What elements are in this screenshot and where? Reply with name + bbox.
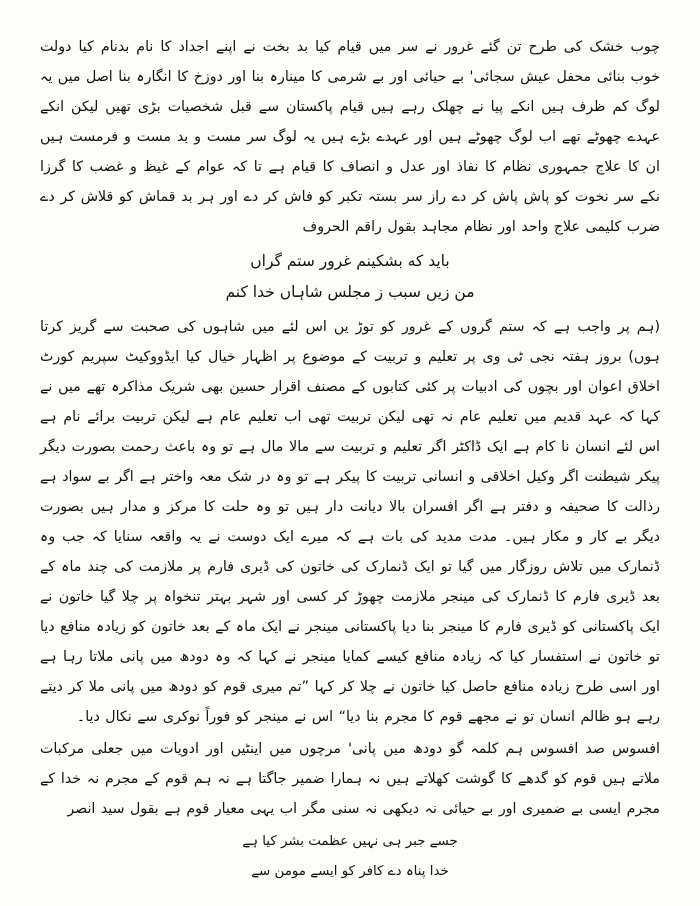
closing-couplet-line-2: خدا پناہ دے کافر کو ایسے مومن سے bbox=[251, 864, 449, 879]
couplet-line-1: باید که بشکینم غرور ستم گراں bbox=[250, 252, 450, 270]
document-text-body bbox=[40, 32, 660, 889]
couplet-block-closing bbox=[40, 827, 660, 887]
paragraph-2: (ہم پر واجب ہے کہ ستم گروں کے غرور کو توڑ یں اس لئے میں شاہوں کی صحبت سے گریز کرتا ہوں) بروز ہفتہ نجی ٹی وی پر تعلیم و تربیت کے موضوع پر اظہار خیال کیا ایڈووکیٹ سپریم کورٹ اخلاق اعوان اور بچوں کی ادبیات پر کئی کتابوں کے مصنف اقرار حسین بھی شریک مذاکرہ تھے میں نے کہا کہ عہد قدیم میں تعلیم عام نہ تھی لیکن تربیت تھی اب تعلیم عام ہے لیکن تربیت برائے نام ہے اس لئے انسان نا کام ہے ایک ڈاکٹر اگر تعلیم و تربیت سے مالا مال ہے تو وہ باعث رحمت بصورت دیگر پیکر شیطنت اگر وکیل اخلاقی و انسانی تربیت کا پیکر ہے تو وہ در شک معہ واختر ہے اگر بے سواد ہے رذالت کا صحیفہ و دفتر ہے اگر افسران بالا دیانت دار ہیں تو وہ حلت کا مرکز و مدار ہیں بصورت دیگر بے کار و مکار ہیں۔ مدت مدید کی بات ہے کہ میرے ایک دوست نے یہ واقعہ سنایا کہ جب وہ ڈنمارک میں تلاش روزگار میں گیا تو ایک ڈنمارک کی خاتون کی ڈیری فارم پر ملازمت کی چند ماہ کے بعد ڈیری فارم کا ڈنمارک کی مینجر ملازمت چھوڑ کر کسی اور شہر بہتر تنخواہ پر چلا گیا خاتون نے ایک پاکستانی کو ڈیری فارم کا مینجر بنا دیا پاکستانی مینجر نے ایک ماہ کے بعد خاتون کو زیادہ منافع دیا تو خاتون نے استفسار کیا کہ زیادہ منافع کیسے کمایا مینجر نے کہا کہ وہ دودھ میں پانی ملاتا رہا ہے اور اسی طرح زیادہ منافع حاصل کیا خاتون نے چلا کر کہا ”تم میری قوم کو دودھ میں پانی ملا کر دیتے رہے ہو ظالم انسان تو نے مجھے قوم کا مجرم بنا دیا“ اس نے مینجر کو فوراً نوکری سے نکال دیا۔ bbox=[40, 319, 660, 725]
couplet-block-persian bbox=[40, 246, 660, 308]
closing-couplet-line-1: جسے جبر ہی نہیں عظمت بشر کیا ہے bbox=[242, 834, 458, 849]
paragraph-1: چوب خشک کی طرح تن گئے غرور نے سر میں قیام کیا بد بخت نے اپنے اجداد کا نام بدنام کیا دولت خوب بنائی محفل عیش سجائی' بے حیائی اور بے شرمی کا مینارہ بنا اور دوزخ کا انگارہ بنا اصل میں یہ لوگ کم ظرف ہیں انکے پیا نے چھلک رہے ہیں قیام پاکستان سے قبل شخصیات بڑی تھیں لیکن انکے عہدے چھوٹے تھے اب لوگ چھوٹے ہیں اور عہدے بڑے ہیں یہ لوگ سر مست و بد مست و فرمست ہیں ان کا علاج جمہوری نظام کا نفاذ اور عدل و انصاف کا قیام ہے تا کہ عوام کے غیظ و غضب کا گرزا نکے سر نخوت کو پاش پاش کر دے راز سر بستہ تکبر کو فاش کر دے اور ہر بد قماش کو قلاش کر دے ضرب کلیمی علاج واحد اور نظام مجاہد بقول راقم الحروف bbox=[40, 39, 660, 235]
couplet-line-2: من زیں سبب ز مجلس شاہاں خدا کنم bbox=[225, 283, 475, 301]
paragraph-3: افسوس صد افسوس ہم کلمہ گو دودھ میں پانی' مرچوں میں اینٹیں اور ادویات میں جعلی مرکبات ملاتے ہیں قوم کو گدھے کا گوشت کھلاتے ہیں نہ ہمارا ضمیر جاگتا ہے نہ ہم قوم کے مجرم نہ خدا کے مجرم ایسی بے ضمیری اور بے حیائی نہ دیکھی نہ سنی مگر اب یہی معیار قوم ہے بقول سید انصر bbox=[40, 741, 660, 817]
